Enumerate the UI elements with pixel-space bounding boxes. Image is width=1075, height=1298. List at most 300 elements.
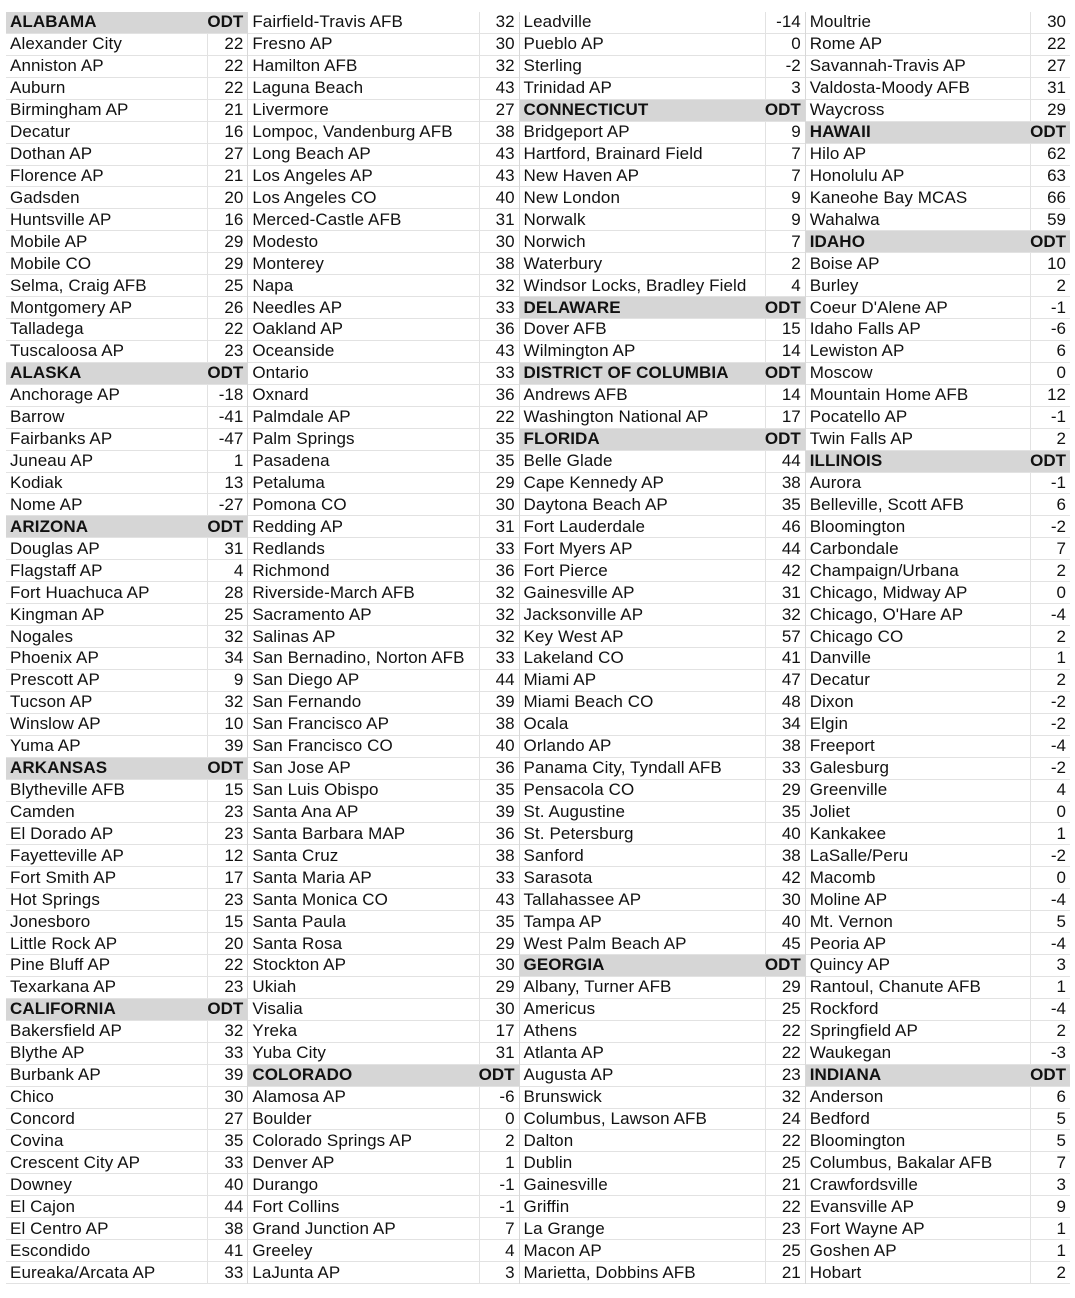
table-row [520, 823, 805, 845]
table-row [248, 56, 518, 78]
table-row [248, 187, 518, 209]
location-name: Cape Kennedy AP [523, 473, 664, 492]
location-name: Salinas AP [252, 626, 336, 646]
location-name: Phoenix AP [10, 648, 99, 668]
state-name: CONNECTICUT [523, 100, 649, 120]
table-column-3 [519, 12, 805, 1284]
location-name: San Fernando [252, 692, 362, 712]
odt-value: -27 [207, 494, 247, 515]
odt-value: 29 [765, 977, 805, 998]
odt-value: 36 [479, 385, 519, 406]
location-name: Redding AP [252, 516, 344, 536]
odt-value: 3 [1030, 955, 1070, 976]
location-name: Selma, Craig AFB [10, 275, 147, 295]
odt-value: 17 [765, 407, 805, 428]
odt-value: 38 [765, 736, 805, 757]
odt-value: 29 [207, 231, 247, 252]
location-name: Americus [523, 999, 596, 1019]
table-row [806, 494, 1070, 516]
state-name: GEORGIA [523, 955, 605, 975]
location-name: Peoria AP [809, 933, 887, 953]
odt-value: 9 [765, 122, 805, 143]
table-row [6, 626, 247, 648]
location-name: Ukiah [252, 977, 297, 997]
odt-value: 35 [765, 802, 805, 823]
table-row [6, 341, 247, 363]
location-name: Moultrie [809, 12, 871, 32]
odt-value: 23 [207, 341, 247, 362]
odt-column-label: ODT [764, 429, 801, 449]
location-name: Fairbanks AP [10, 429, 113, 449]
odt-value: -4 [1030, 933, 1070, 954]
location-name: Downey [10, 1174, 73, 1194]
table-row [6, 1152, 247, 1174]
table-row [520, 385, 805, 407]
odt-value: 35 [765, 494, 805, 515]
location-name: Bedford [809, 1109, 870, 1128]
table-column-1 [6, 12, 247, 1284]
table-row [806, 692, 1070, 714]
odt-value: 44 [207, 1196, 247, 1217]
odt-value: 31 [1030, 78, 1070, 99]
location-name: Moscow [809, 363, 873, 383]
odt-value: 1 [1030, 1240, 1070, 1261]
table-row [520, 319, 805, 341]
odt-value: 13 [207, 473, 247, 494]
table-row [520, 582, 805, 604]
odt-value: 21 [765, 1262, 805, 1283]
odt-value: 32 [765, 1087, 805, 1108]
table-row [520, 34, 805, 56]
location-name: Trinidad AP [523, 78, 612, 98]
table-row [806, 758, 1070, 780]
location-name: Bloomington [809, 1130, 906, 1150]
odt-value: 6 [1030, 341, 1070, 362]
odt-value: 35 [479, 429, 519, 450]
odt-value: 9 [1030, 1196, 1070, 1217]
odt-value: 1 [207, 451, 247, 472]
location-name: Monterey [252, 253, 324, 273]
table-row [520, 451, 805, 473]
table-row [6, 1174, 247, 1196]
table-row [248, 1262, 518, 1284]
table-row [248, 1174, 518, 1196]
state-header [520, 429, 805, 451]
table-row [806, 1130, 1070, 1152]
odt-value: 27 [207, 144, 247, 165]
location-name: Anniston AP [10, 56, 104, 76]
state-header [6, 363, 247, 385]
location-name: Mt. Vernon [809, 911, 893, 931]
location-name: Long Beach AP [252, 144, 371, 164]
odt-value: 33 [479, 297, 519, 318]
odt-value: -1 [479, 1196, 519, 1217]
odt-value: 34 [207, 648, 247, 669]
odt-value: 9 [765, 209, 805, 230]
odt-table [6, 12, 1070, 1284]
odt-value: 36 [479, 823, 519, 844]
location-name: Macon AP [523, 1240, 602, 1260]
location-name: Waterbury [523, 253, 603, 273]
odt-value: 41 [207, 1240, 247, 1261]
location-name: Idaho Falls AP [809, 319, 921, 339]
odt-value: -47 [207, 429, 247, 450]
location-name: Joliet [809, 801, 851, 821]
odt-value: 63 [1030, 166, 1070, 187]
location-name: St. Petersburg [523, 823, 634, 843]
odt-value: 25 [765, 1240, 805, 1261]
table-row [806, 1262, 1070, 1284]
odt-value: 23 [207, 977, 247, 998]
location-name: Waycross [809, 100, 885, 120]
location-name: Waukegan [809, 1043, 892, 1063]
location-name: Wilmington AP [523, 341, 636, 361]
odt-value: 2 [1030, 670, 1070, 691]
location-name: Fort Lauderdale [523, 516, 646, 536]
odt-value: 4 [207, 560, 247, 581]
location-name: Chicago, O'Hare AP [809, 604, 964, 624]
location-name: Jonesboro [10, 911, 91, 931]
table-row [248, 1109, 518, 1131]
location-name: Hot Springs [10, 889, 100, 909]
location-name: Burley [809, 275, 859, 295]
odt-value: 23 [765, 1065, 805, 1086]
odt-value: 46 [765, 516, 805, 537]
odt-value: 57 [765, 626, 805, 647]
location-name: El Centro AP [10, 1218, 109, 1238]
location-name: Chicago, Midway AP [809, 582, 968, 602]
location-name: Rantoul, Chanute AFB [809, 977, 981, 997]
table-row [248, 516, 518, 538]
location-name: Coeur D'Alene AP [809, 297, 948, 317]
odt-value: 12 [207, 845, 247, 866]
table-row [6, 1218, 247, 1240]
location-name: Needles AP [252, 297, 343, 317]
state-header [520, 955, 805, 977]
table-row [6, 166, 247, 188]
odt-value: 43 [479, 144, 519, 165]
table-row [6, 802, 247, 824]
table-row [6, 122, 247, 144]
state-header [520, 100, 805, 122]
table-row [248, 560, 518, 582]
table-row [806, 363, 1070, 385]
odt-value: 39 [207, 736, 247, 757]
odt-value: 43 [479, 341, 519, 362]
location-name: Alamosa AP [252, 1087, 346, 1107]
odt-value: 7 [479, 1218, 519, 1239]
location-name: Hartford, Brainard Field [523, 144, 703, 164]
location-name: Yuma AP [10, 736, 81, 756]
location-name: Decatur [809, 670, 870, 690]
location-name: Columbus, Lawson AFB [523, 1109, 707, 1128]
odt-value: -4 [1030, 736, 1070, 757]
table-row [248, 933, 518, 955]
location-name: La Grange [523, 1218, 605, 1238]
odt-value: 7 [1030, 538, 1070, 559]
odt-value: 32 [479, 582, 519, 603]
odt-value: -1 [1030, 407, 1070, 428]
location-name: Augusta AP [523, 1065, 614, 1085]
odt-column-label: ODT [207, 758, 244, 778]
table-row [248, 977, 518, 999]
table-row [806, 100, 1070, 122]
location-name: Brunswick [523, 1087, 602, 1107]
location-name: San Diego AP [252, 670, 360, 690]
odt-value: 27 [1030, 56, 1070, 77]
location-name: Colorado Springs AP [252, 1130, 413, 1150]
location-name: Pasadena [252, 451, 330, 471]
table-row [520, 1087, 805, 1109]
odt-value: -41 [207, 407, 247, 428]
odt-value: 33 [207, 1043, 247, 1064]
odt-value: 9 [207, 670, 247, 691]
table-row [520, 670, 805, 692]
odt-value: 40 [207, 1174, 247, 1195]
odt-value: 29 [1030, 100, 1070, 121]
location-name: Redlands [252, 538, 325, 558]
table-row [806, 34, 1070, 56]
odt-value: 48 [765, 692, 805, 713]
location-name: Santa Maria AP [252, 867, 372, 887]
odt-value: 22 [1030, 34, 1070, 55]
location-name: Athens [523, 1021, 578, 1041]
table-row [806, 626, 1070, 648]
table-row [806, 823, 1070, 845]
state-name: DELAWARE [523, 297, 621, 317]
location-name: Orlando AP [523, 736, 612, 756]
location-name: Pueblo AP [523, 34, 604, 54]
table-row [806, 209, 1070, 231]
location-name: Huntsville AP [10, 209, 112, 229]
odt-value: 25 [765, 1152, 805, 1173]
state-header [806, 231, 1070, 253]
table-row [806, 275, 1070, 297]
odt-value: 1 [1030, 1218, 1070, 1239]
odt-value: 15 [765, 319, 805, 340]
table-row [806, 1218, 1070, 1240]
location-name: Macomb [809, 867, 876, 887]
odt-column-label: ODT [207, 999, 244, 1019]
table-row [806, 187, 1070, 209]
table-row [6, 297, 247, 319]
location-name: Alexander City [10, 34, 122, 54]
state-name: ALABAMA [10, 12, 97, 32]
location-name: El Cajon [10, 1196, 76, 1216]
odt-value: -2 [1030, 758, 1070, 779]
state-header [520, 363, 805, 385]
table-row [6, 56, 247, 78]
odt-value: 2 [1030, 626, 1070, 647]
location-name: Goshen AP [809, 1240, 897, 1260]
location-name: Merced-Castle AFB [252, 209, 402, 229]
location-name: Pensacola CO [523, 780, 635, 800]
location-name: New Haven AP [523, 165, 640, 185]
table-row [6, 319, 247, 341]
location-name: Flagstaff AP [10, 560, 103, 580]
table-row [6, 78, 247, 100]
location-name: El Dorado AP [10, 823, 114, 843]
location-name: Eureaka/Arcata AP [10, 1262, 156, 1282]
location-name: Elgin [809, 714, 849, 734]
odt-value: 2 [1030, 275, 1070, 296]
state-header [520, 297, 805, 319]
odt-value: 40 [479, 736, 519, 757]
location-name: Denver AP [252, 1152, 335, 1172]
odt-value: 39 [207, 1065, 247, 1086]
odt-value: 35 [207, 1130, 247, 1151]
table-row [520, 275, 805, 297]
table-row [248, 1130, 518, 1152]
odt-value: 6 [1030, 1087, 1070, 1108]
location-name: Quincy AP [809, 955, 891, 975]
table-row [806, 1021, 1070, 1043]
table-row [6, 670, 247, 692]
table-row [248, 144, 518, 166]
odt-value: 9 [765, 187, 805, 208]
odt-column-label: ODT [207, 516, 244, 536]
odt-column-label: ODT [764, 100, 801, 120]
location-name: Santa Ana AP [252, 801, 359, 821]
odt-value: 33 [207, 1152, 247, 1173]
table-row [520, 1196, 805, 1218]
odt-value: 38 [765, 473, 805, 494]
location-name: Rome AP [809, 34, 883, 54]
odt-value: 22 [765, 1043, 805, 1064]
odt-value: 22 [479, 407, 519, 428]
table-row [248, 34, 518, 56]
table-row [6, 911, 247, 933]
table-row [520, 626, 805, 648]
odt-value: 31 [479, 209, 519, 230]
odt-value: -6 [479, 1087, 519, 1108]
location-name: Blytheville AFB [10, 780, 125, 800]
location-name: Fairfield-Travis AFB [252, 12, 403, 32]
location-name: Fayetteville AP [10, 845, 124, 865]
odt-column-label: ODT [1030, 122, 1066, 142]
table-row [6, 1196, 247, 1218]
odt-value: 38 [479, 122, 519, 143]
location-name: Springfield AP [809, 1021, 918, 1041]
state-name: DISTRICT OF COLUMBIA [523, 363, 729, 383]
table-column-2 [247, 12, 518, 1284]
odt-value: 7 [1030, 1152, 1070, 1173]
odt-value: -6 [1030, 319, 1070, 340]
table-row [520, 911, 805, 933]
location-name: Miami AP [523, 670, 597, 690]
table-row [520, 1152, 805, 1174]
location-name: Florence AP [10, 165, 104, 185]
table-row [248, 451, 518, 473]
table-row [6, 823, 247, 845]
odt-value: 16 [207, 122, 247, 143]
state-header [6, 516, 247, 538]
table-row [806, 802, 1070, 824]
odt-value: 0 [479, 1109, 519, 1130]
table-row [248, 429, 518, 451]
location-name: Washington National AP [523, 407, 709, 427]
odt-value: 38 [765, 845, 805, 866]
table-row [6, 1043, 247, 1065]
table-row [520, 867, 805, 889]
table-row [806, 1109, 1070, 1131]
location-name: Hobart [809, 1262, 862, 1282]
table-row [806, 1174, 1070, 1196]
location-name: Nogales [10, 626, 74, 646]
location-name: Pomona CO [252, 494, 347, 514]
location-name: Petaluma [252, 473, 325, 492]
state-header [6, 758, 247, 780]
location-name: Honolulu AP [809, 165, 905, 185]
location-name: Albany, Turner AFB [523, 977, 672, 997]
odt-value: 10 [1030, 253, 1070, 274]
location-name: Fort Wayne AP [809, 1218, 925, 1238]
odt-value: 1 [1030, 648, 1070, 669]
location-name: Tampa AP [523, 911, 602, 931]
location-name: Oxnard [252, 385, 309, 405]
odt-value: 0 [1030, 582, 1070, 603]
odt-value: 7 [765, 166, 805, 187]
odt-value: 22 [207, 56, 247, 77]
location-name: Stockton AP [252, 955, 347, 975]
location-name: Ontario [252, 363, 309, 383]
location-name: Windsor Locks, Bradley Field [523, 275, 747, 295]
odt-value: 4 [765, 275, 805, 296]
location-name: Dothan AP [10, 144, 93, 164]
table-row [806, 473, 1070, 495]
table-row [806, 253, 1070, 275]
location-name: Chicago CO [809, 626, 904, 646]
odt-value: -2 [1030, 714, 1070, 735]
odt-value: 43 [479, 166, 519, 187]
location-name: Blythe AP [10, 1043, 85, 1063]
odt-column-label: ODT [1030, 231, 1066, 251]
table-row [248, 473, 518, 495]
table-row [248, 494, 518, 516]
odt-value: 32 [479, 604, 519, 625]
location-name: Mobile AP [10, 231, 88, 251]
location-name: Sanford [523, 845, 584, 865]
location-name: Jacksonville AP [523, 604, 644, 624]
location-name: Tucson AP [10, 692, 93, 712]
table-row [248, 253, 518, 275]
odt-value: 38 [479, 845, 519, 866]
odt-value: 3 [1030, 1174, 1070, 1195]
odt-value: -3 [1030, 1043, 1070, 1064]
location-name: Durango [252, 1174, 319, 1194]
table-row [806, 341, 1070, 363]
table-row [6, 582, 247, 604]
state-name: HAWAII [809, 122, 871, 142]
location-name: Concord [10, 1109, 75, 1128]
odt-value: 12 [1030, 385, 1070, 406]
odt-value: 24 [765, 1109, 805, 1130]
table-row [6, 231, 247, 253]
table-row [806, 297, 1070, 319]
location-name: Norwalk [523, 209, 586, 229]
location-name: Tuscaloosa AP [10, 341, 125, 361]
location-name: Leadville [523, 12, 592, 32]
table-row [248, 12, 518, 34]
odt-value: 26 [207, 297, 247, 318]
odt-value: 29 [479, 933, 519, 954]
table-row [520, 1262, 805, 1284]
odt-value: -4 [1030, 889, 1070, 910]
location-name: Anderson [809, 1087, 884, 1107]
table-row [520, 736, 805, 758]
odt-value: 23 [207, 802, 247, 823]
odt-value: 15 [207, 911, 247, 932]
